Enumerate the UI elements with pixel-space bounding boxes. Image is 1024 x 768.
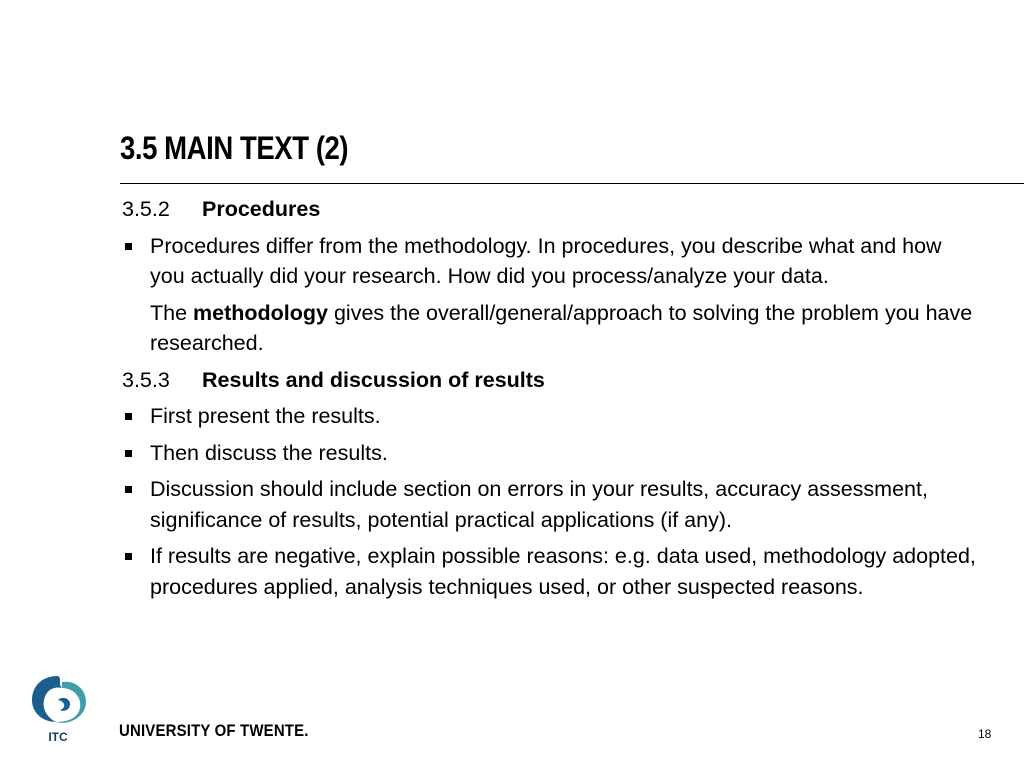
bullet-text: Procedures differ from the methodology. In procedures, you describe what and how you actually did your research. How did you process/analyze your data. <box>150 233 942 288</box>
bullet-marker <box>125 553 132 560</box>
university-name: UNIVERSITY OF TWENTE. <box>119 721 309 740</box>
paragraph-text-start: The <box>150 300 194 325</box>
title-divider <box>120 183 1024 184</box>
section-number: 3.5.3 <box>122 367 170 392</box>
bullet-item <box>122 541 982 602</box>
methodology-paragraph <box>122 298 982 359</box>
slide-title: 3.5 MAIN TEXT (2) <box>120 130 349 166</box>
paragraph-bold-term: methodology <box>193 300 328 325</box>
section-number: 3.5.2 <box>122 197 170 221</box>
bullet-text: First present the results. <box>150 404 381 428</box>
slide-body <box>122 194 982 608</box>
bullet-text: If results are negative, explain possible reasons: e.g. data used, methodology adopted, procedures applied, analysis techniques used, or other suspected reasons. <box>150 544 976 599</box>
bullet-text: Discussion should include section on errors in your results, accuracy assessment, significance of results, potential practical applications (if any). <box>150 477 928 532</box>
bullet-marker <box>125 486 132 493</box>
page-number: 18 <box>978 727 992 741</box>
bullet-marker <box>125 243 132 250</box>
paragraph-text-end: gives the overall/general/approach to solving the problem you have researched. <box>150 300 973 355</box>
section-title: Results and discussion of results <box>202 367 545 392</box>
bullet-item <box>122 438 982 469</box>
section-title: Procedures <box>202 197 321 221</box>
itc-logo-text: ITC <box>48 730 68 744</box>
bullet-marker <box>125 450 132 457</box>
bullet-item <box>122 401 982 432</box>
bullet-marker <box>125 413 132 420</box>
bullet-item <box>122 231 982 292</box>
section-heading-procedures <box>122 194 982 225</box>
bullet-text: Then discuss the results. <box>150 440 388 465</box>
bullet-item <box>122 474 982 535</box>
itc-logo <box>28 670 88 744</box>
section-heading-results <box>122 365 982 396</box>
